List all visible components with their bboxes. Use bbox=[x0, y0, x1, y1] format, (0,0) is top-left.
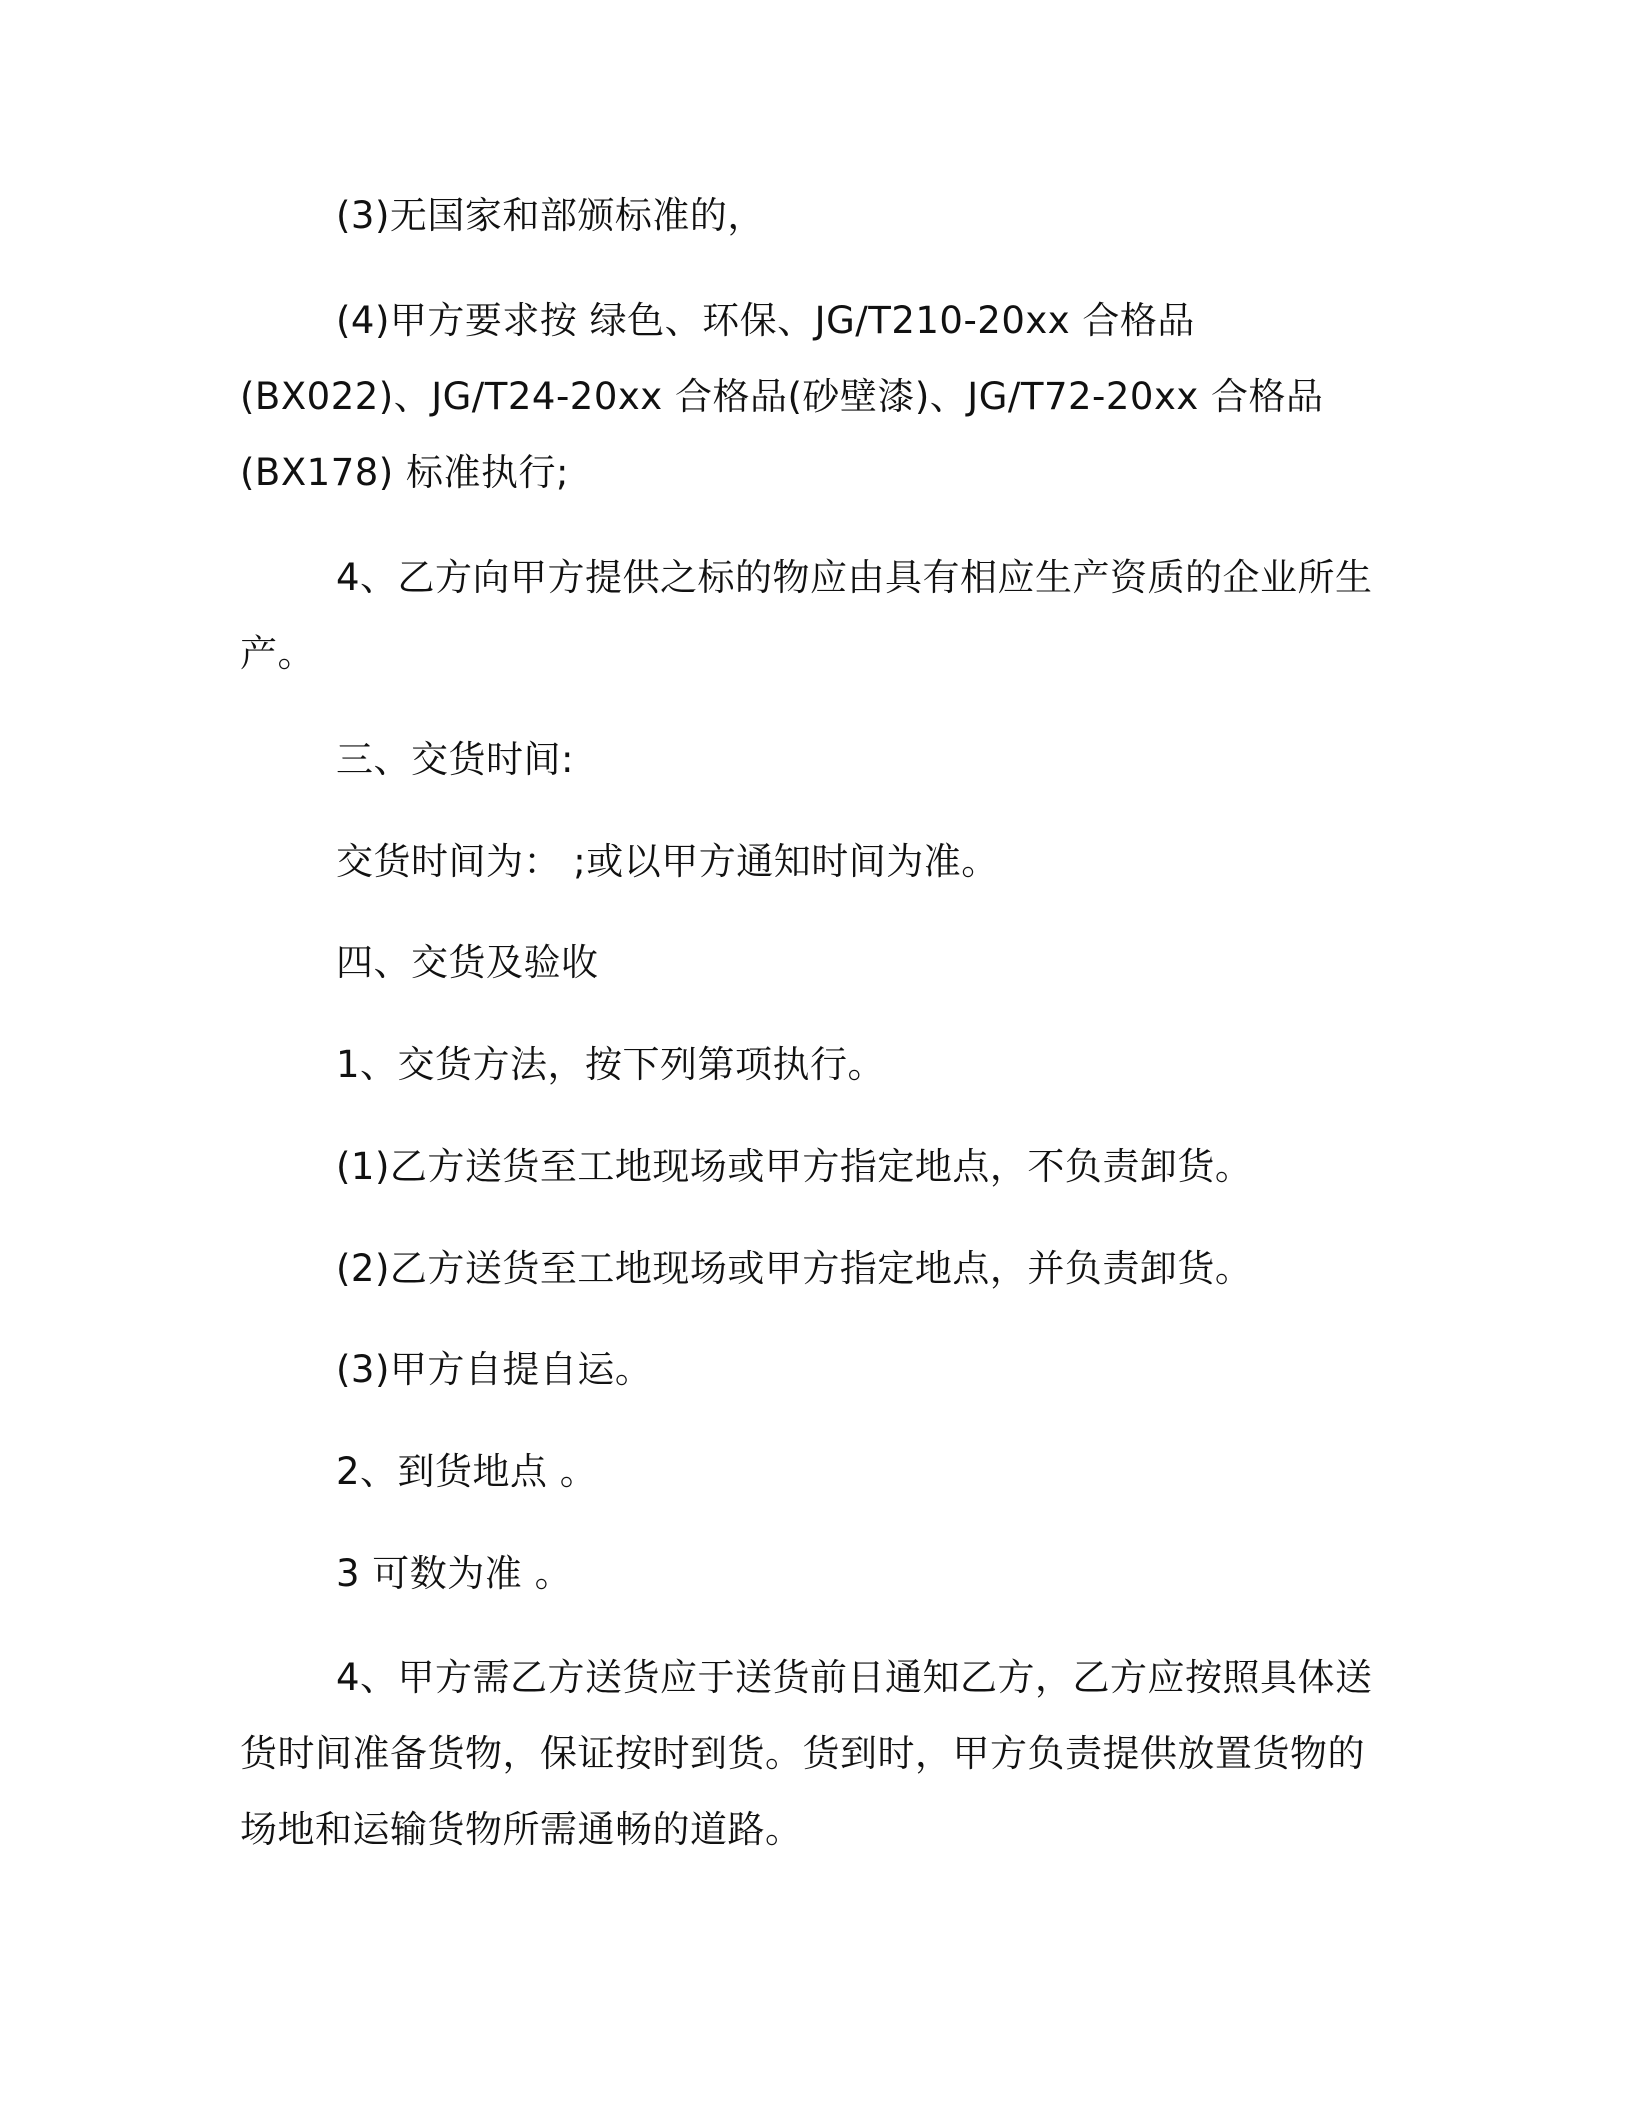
paragraph-delivery-time: 交货时间为： ;或以甲方通知时间为准。 bbox=[336, 840, 999, 883]
section-delivery-acceptance-heading: 四、交货及验收 bbox=[336, 941, 599, 984]
section-delivery-time-heading: 三、交货时间: bbox=[336, 738, 574, 781]
paragraph-option-3: (3)甲方自提自运。 bbox=[336, 1348, 653, 1391]
paragraph-quantity-basis: 3 可数为准 。 bbox=[336, 1552, 573, 1595]
paragraph-delivery-method: 1、交货方法，按下列第项执行。 bbox=[336, 1043, 886, 1086]
paragraph-option-1: (1)乙方送货至工地现场或甲方指定地点，不负责卸货。 bbox=[336, 1145, 1253, 1188]
paragraph-option-2: (2)乙方送货至工地现场或甲方指定地点，并负责卸货。 bbox=[336, 1247, 1253, 1290]
paragraph-4-standard-requirements: (4)甲方要求按 绿色、环保、JG/T210-20xx 合格品(BX022)、JG/T24-20xx 合格品(砂壁漆)、JG/T72-20xx 合格品(BX178) 标准执行; bbox=[240, 299, 1324, 494]
paragraph-delivery-location: 2、到货地点 。 bbox=[336, 1450, 598, 1493]
paragraph-3-no-standard: (3)无国家和部颁标准的， bbox=[336, 194, 765, 237]
paragraph-supplier-qualification: 4、乙方向甲方提供之标的物应由具有相应生产资质的企业所生产。 bbox=[240, 556, 1373, 675]
paragraph-delivery-notice: 4、甲方需乙方送货应于送货前日通知乙方，乙方应按照具体送货时间准备货物，保证按时到货。货到时，甲方负责提供放置货物的场地和运输货物所需通畅的道路。 bbox=[240, 1656, 1373, 1851]
